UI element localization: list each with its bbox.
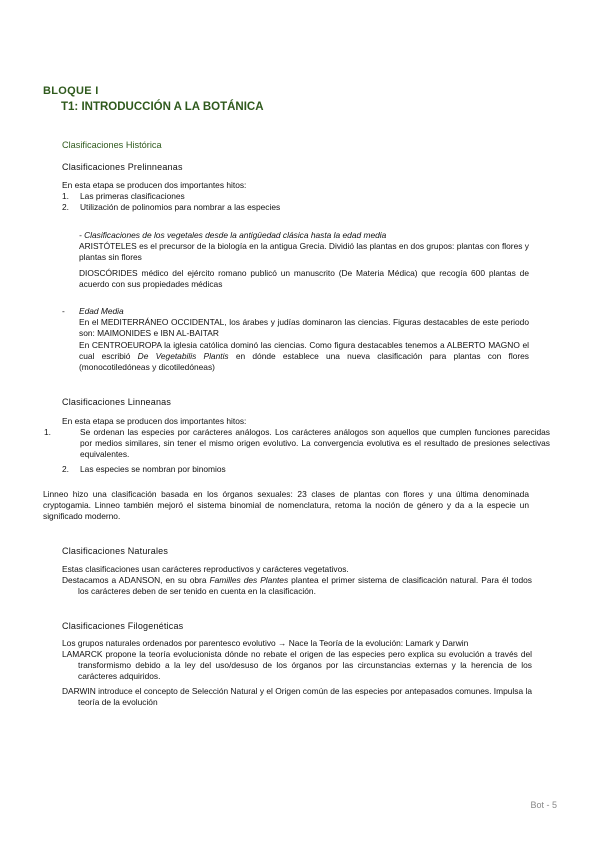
mediterraneo-paragraph: En el MEDITERRÁNEO OCCIDENTAL, los árabes y judías dominaron las ciencias. Figuras destacables de este periodo son: MAIMONIDES e IBN AL-BAITAR [79,317,529,339]
prelinneanas-intro: En esta etapa se producen dos importantes hitos: [62,180,247,190]
section-heading-naturales: Clasificaciones Naturales [62,546,169,556]
linneanas-intro: En esta etapa se producen dos importantes hitos: [62,416,247,426]
centroeuropa-paragraph [79,340,529,374]
linneo-paragraph: Linneo hizo una clasificación basada en los órganos sexuales: 23 clases de plantas con flores y una última denominada cryptogamia. Linneo también mejoró el sistema binomial de nomenclatura, retoma la noción de género y da a la especie un significado moderno. [43,489,529,522]
lamarck-paragraph: LAMARCK propone la teoría evolucionista dónde no rebate el origen de las especies pero explica su evolución a través del transformismo debido a la ley del uso/desuso de los órganos por las circunstancias externas y la herencia de los carácteres adquiridos. [62,649,532,682]
filogeneticas-paragraph-1: Los grupos naturales ordenados por parentesco evolutivo → Nace la Teoría de la evolución: Lamark y Darwin [62,638,469,648]
edad-media-heading: Edad Media [79,306,124,316]
centroeuropa-text-b: en dónde establece una nueva clasificación para plantas con flores (monocotiledóneas y dicotiledóneas) [79,351,529,373]
centroeuropa-text-a: En CENTROEUROPA la iglesia católica dominó las ciencias. Como figura destacables tenemos a ALBERTO MAGNO el cual escribió [79,340,529,362]
item-number: 1. [62,191,69,201]
item-number: 1. [44,427,51,437]
linneanas-item-1 [44,427,550,461]
naturales-text-b: plantea el primer sistema de clasificación natural. Para él todos los carácteres deben de ser tenido en cuenta en la clasificación. [78,575,532,597]
naturales-text-a: Destacamos a ADANSON, en su obra [62,575,210,585]
item-text: Utilización de polinomios para nombrar a las especies [80,202,281,212]
prelinneanas-item-1 [62,191,532,202]
edad-media-dash: - [62,306,65,316]
item-text: Las especies se nombran por binomios [80,464,226,474]
topic-title: T1: INTRODUCCIÓN A LA BOTÁNICA [61,101,264,113]
item-number: 2. [62,202,69,212]
section-heading-filogeneticas: Clasificaciones Filogenéticas [62,621,184,631]
item-number: 2. [62,464,69,474]
book-title: Familles des Plantes [209,575,289,585]
item-text: Las primeras clasificaciones [80,191,185,201]
page-number: Bot - 5 [530,800,557,810]
darwin-paragraph: DARWIN introduce el concepto de Selección Natural y el Origen común de las especies por antepasados comunes. Impulsa la teoría de la evolución [62,686,532,708]
naturales-paragraph-1: Estas clasificaciones usan carácteres reproductivos y carácteres vegetativos. [62,564,349,574]
block-title: BLOQUE I [43,85,99,97]
section-heading-linneanas: Clasificaciones Linneanas [62,397,172,407]
aristoteles-paragraph: ARISTÓTELES es el precursor de la biología en la antigua Grecia. Dividió las plantas en dos grupos: plantas con flores y plantas sin flores [79,241,529,263]
section-heading-prelinneanas: Clasificaciones Prelinneanas [62,162,183,172]
naturales-paragraph-2 [62,575,532,597]
antiguedad-heading: - Clasificaciones de los vegetales desde la antigüedad clásica hasta la edad media [79,230,387,240]
linneanas-item-2 [62,464,532,475]
item-text: Se ordenan las especies por carácteres análogos. Los carácteres análogos son aquellos que cumplen funciones parecidas por medios similares, sin tener el mismo origen evolutivo. La convergencia evolutiva es el resultado de presiones selectivas equivalentes. [80,427,550,460]
section-heading-historica: Clasificaciones Histórica [62,140,162,150]
dioscorides-paragraph: DIOSCÓRIDES médico del ejército romano publicó un manuscrito (De Materia Médica) que recogía 600 plantas de acuerdo con sus propiedades médicas [79,268,529,290]
prelinneanas-item-2 [62,202,532,213]
book-title: De Vegetabilis Plantis [137,351,229,362]
